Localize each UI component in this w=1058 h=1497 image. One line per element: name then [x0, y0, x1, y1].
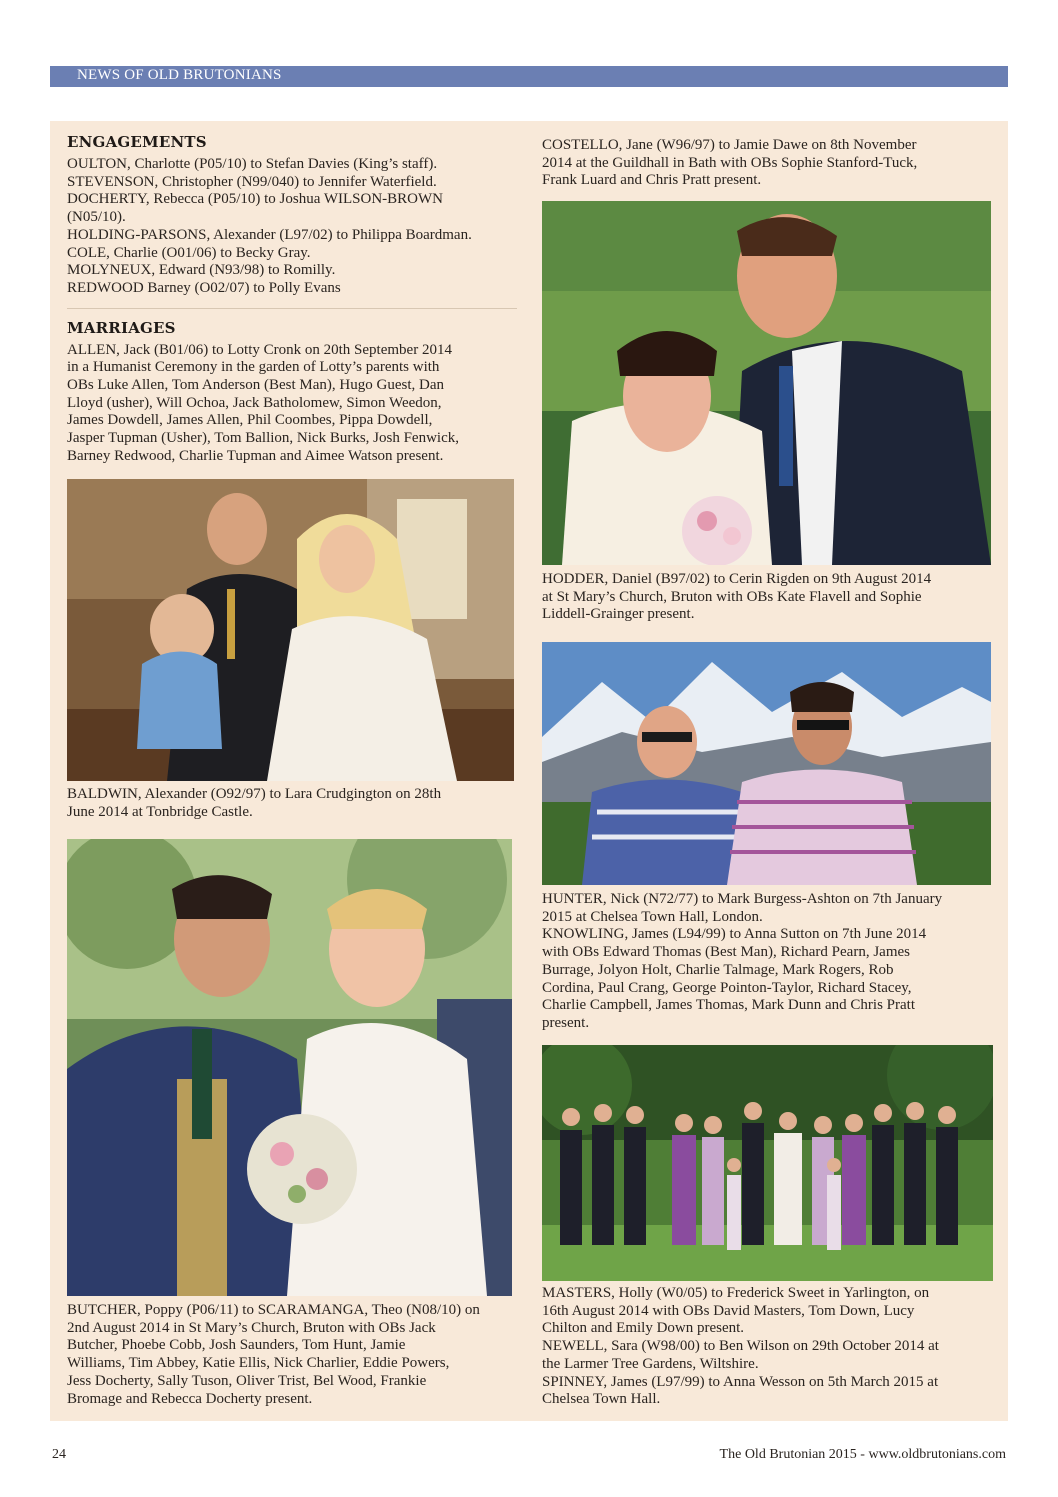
engagements-list: [67, 156, 517, 298]
caption-line: Bromage and Rebecca Docherty present.: [67, 1390, 313, 1407]
caption-line: present.: [542, 1014, 590, 1031]
caption-line: Cordina, Paul Crang, George Pointon-Taylor, Richard Stacey,: [542, 979, 912, 996]
hunter-mountains-photo: [542, 642, 991, 885]
allen-line: OBs Luke Allen, Tom Anderson (Best Man), Hugo Guest, Dan: [67, 377, 444, 394]
caption-line: Charlie Campbell, James Thomas, Mark Dunn and Chris Pratt: [542, 997, 916, 1014]
caption-line: HUNTER, Nick (N72/77) to Mark Burgess-Ashton on 7th January: [542, 891, 943, 907]
marriages-heading: MARRIAGES: [67, 318, 176, 337]
caption-line: Liddell-Grainger present.: [542, 606, 695, 623]
section-divider: [67, 308, 517, 309]
publication-footer: The Old Brutonian 2015 - www.oldbrutonians.com: [719, 1447, 1006, 1462]
baldwin-caption: [67, 786, 517, 821]
caption-line: 2014 at the Guildhall in Bath with OBs Sophie Stanford-Tuck,: [542, 154, 918, 171]
allen-line: in a Humanist Ceremony in the garden of Lotty’s parents with: [67, 359, 440, 376]
engagement-item: MOLYNEUX, Edward (N93/98) to Romilly.: [67, 262, 336, 279]
section-header-bar: [50, 66, 1008, 87]
hodder-caption: [542, 571, 994, 624]
allen-line: ALLEN, Jack (B01/06) to Lotty Cronk on 20th September 2014: [67, 341, 452, 358]
caption-line: SPINNEY, James (L97/99) to Anna Wesson on 5th March 2015 at: [542, 1373, 939, 1390]
caption-line: at St Mary’s Church, Bruton with OBs Kate Flavell and Sophie: [542, 588, 922, 605]
caption-line: with OBs Edward Thomas (Best Man), Richard Pearn, James: [542, 944, 910, 961]
allen-line: Lloyd (usher), Will Ochoa, Jack Batholomew, Simon Weedon,: [67, 394, 442, 411]
caption-line: Burrage, Jolyon Holt, Charlie Talmage, Mark Rogers, Rob: [542, 961, 894, 978]
engagement-item: STEVENSON, Christopher (N99/040) to Jennifer Waterfield.: [67, 173, 437, 190]
caption-line: MASTERS, Holly (W0/05) to Frederick Sweet in Yarlington, on: [542, 1285, 930, 1301]
caption-line: June 2014 at Tonbridge Castle.: [67, 803, 253, 820]
engagement-item: COLE, Charlie (O01/06) to Becky Gray.: [67, 244, 311, 261]
section-title: NEWS OF OLD BRUTONIANS: [77, 67, 282, 83]
caption-line: NEWELL, Sara (W98/00) to Ben Wilson on 29th October 2014 at: [542, 1338, 939, 1355]
left-column: [67, 133, 517, 466]
caption-line: Williams, Tim Abbey, Katie Ellis, Nick Charlier, Eddie Powers,: [67, 1355, 450, 1372]
caption-line: 16th August 2014 with OBs David Masters, Tom Down, Lucy: [542, 1302, 915, 1319]
caption-line: Butcher, Phoebe Cobb, Josh Saunders, Tom Hunt, Jamie: [67, 1337, 406, 1354]
caption-line: COSTELLO, Jane (W96/97) to Jamie Dawe on 8th November: [542, 137, 917, 153]
costello-entry: [542, 137, 994, 190]
engagement-item: REDWOOD Barney (O02/07) to Polly Evans: [67, 279, 341, 296]
allen-line: Jasper Tupman (Usher), Tom Ballion, Nick Burks, Josh Fenwick,: [67, 430, 459, 447]
engagement-item: (N05/10).: [67, 209, 126, 226]
hodder-wedding-photo: [542, 201, 991, 565]
caption-line: Jess Docherty, Sally Tuson, Oliver Trist, Bel Wood, Frankie: [67, 1372, 427, 1389]
hunter-knowling-caption: [542, 891, 994, 1033]
baldwin-wedding-photo: [67, 479, 514, 781]
caption-line: Chelsea Town Hall.: [542, 1391, 661, 1408]
caption-line: 2nd August 2014 in St Mary’s Church, Bruton with OBs Jack: [67, 1319, 436, 1336]
butcher-caption: [67, 1302, 517, 1408]
caption-line: KNOWLING, James (L94/99) to Anna Sutton on 7th June 2014: [542, 926, 927, 943]
caption-line: Chilton and Emily Down present.: [542, 1320, 745, 1337]
caption-line: HODDER, Daniel (B97/02) to Cerin Rigden on 9th August 2014: [542, 571, 932, 587]
engagements-heading: ENGAGEMENTS: [67, 133, 207, 151]
allen-entry: [67, 342, 517, 466]
engagement-item: DOCHERTY, Rebecca (P05/10) to Joshua WILSON-BROWN: [67, 191, 444, 208]
page-number: 24: [52, 1447, 66, 1462]
masters-wedding-group-photo: [542, 1045, 993, 1281]
engagement-item: OULTON, Charlotte (P05/10) to Stefan Davies (King’s staff).: [67, 156, 438, 172]
allen-line: Barney Redwood, Charlie Tupman and Aimee Watson present.: [67, 447, 444, 464]
masters-newell-spinney-caption: [542, 1285, 994, 1409]
caption-line: BALDWIN, Alexander (O92/97) to Lara Crudgington on 28th: [67, 786, 442, 802]
engagement-item: HOLDING-PARSONS, Alexander (L97/02) to Philippa Boardman.: [67, 226, 472, 243]
allen-line: James Dowdell, James Allen, Phil Coombes, Pippa Dowdell,: [67, 412, 433, 429]
caption-line: Frank Luard and Chris Pratt present.: [542, 172, 762, 189]
caption-line: BUTCHER, Poppy (P06/11) to SCARAMANGA, Theo (N08/10) on: [67, 1302, 480, 1318]
caption-line: the Larmer Tree Gardens, Wiltshire.: [542, 1355, 759, 1372]
butcher-scaramanga-photo: [67, 839, 512, 1296]
caption-line: 2015 at Chelsea Town Hall, London.: [542, 908, 763, 925]
